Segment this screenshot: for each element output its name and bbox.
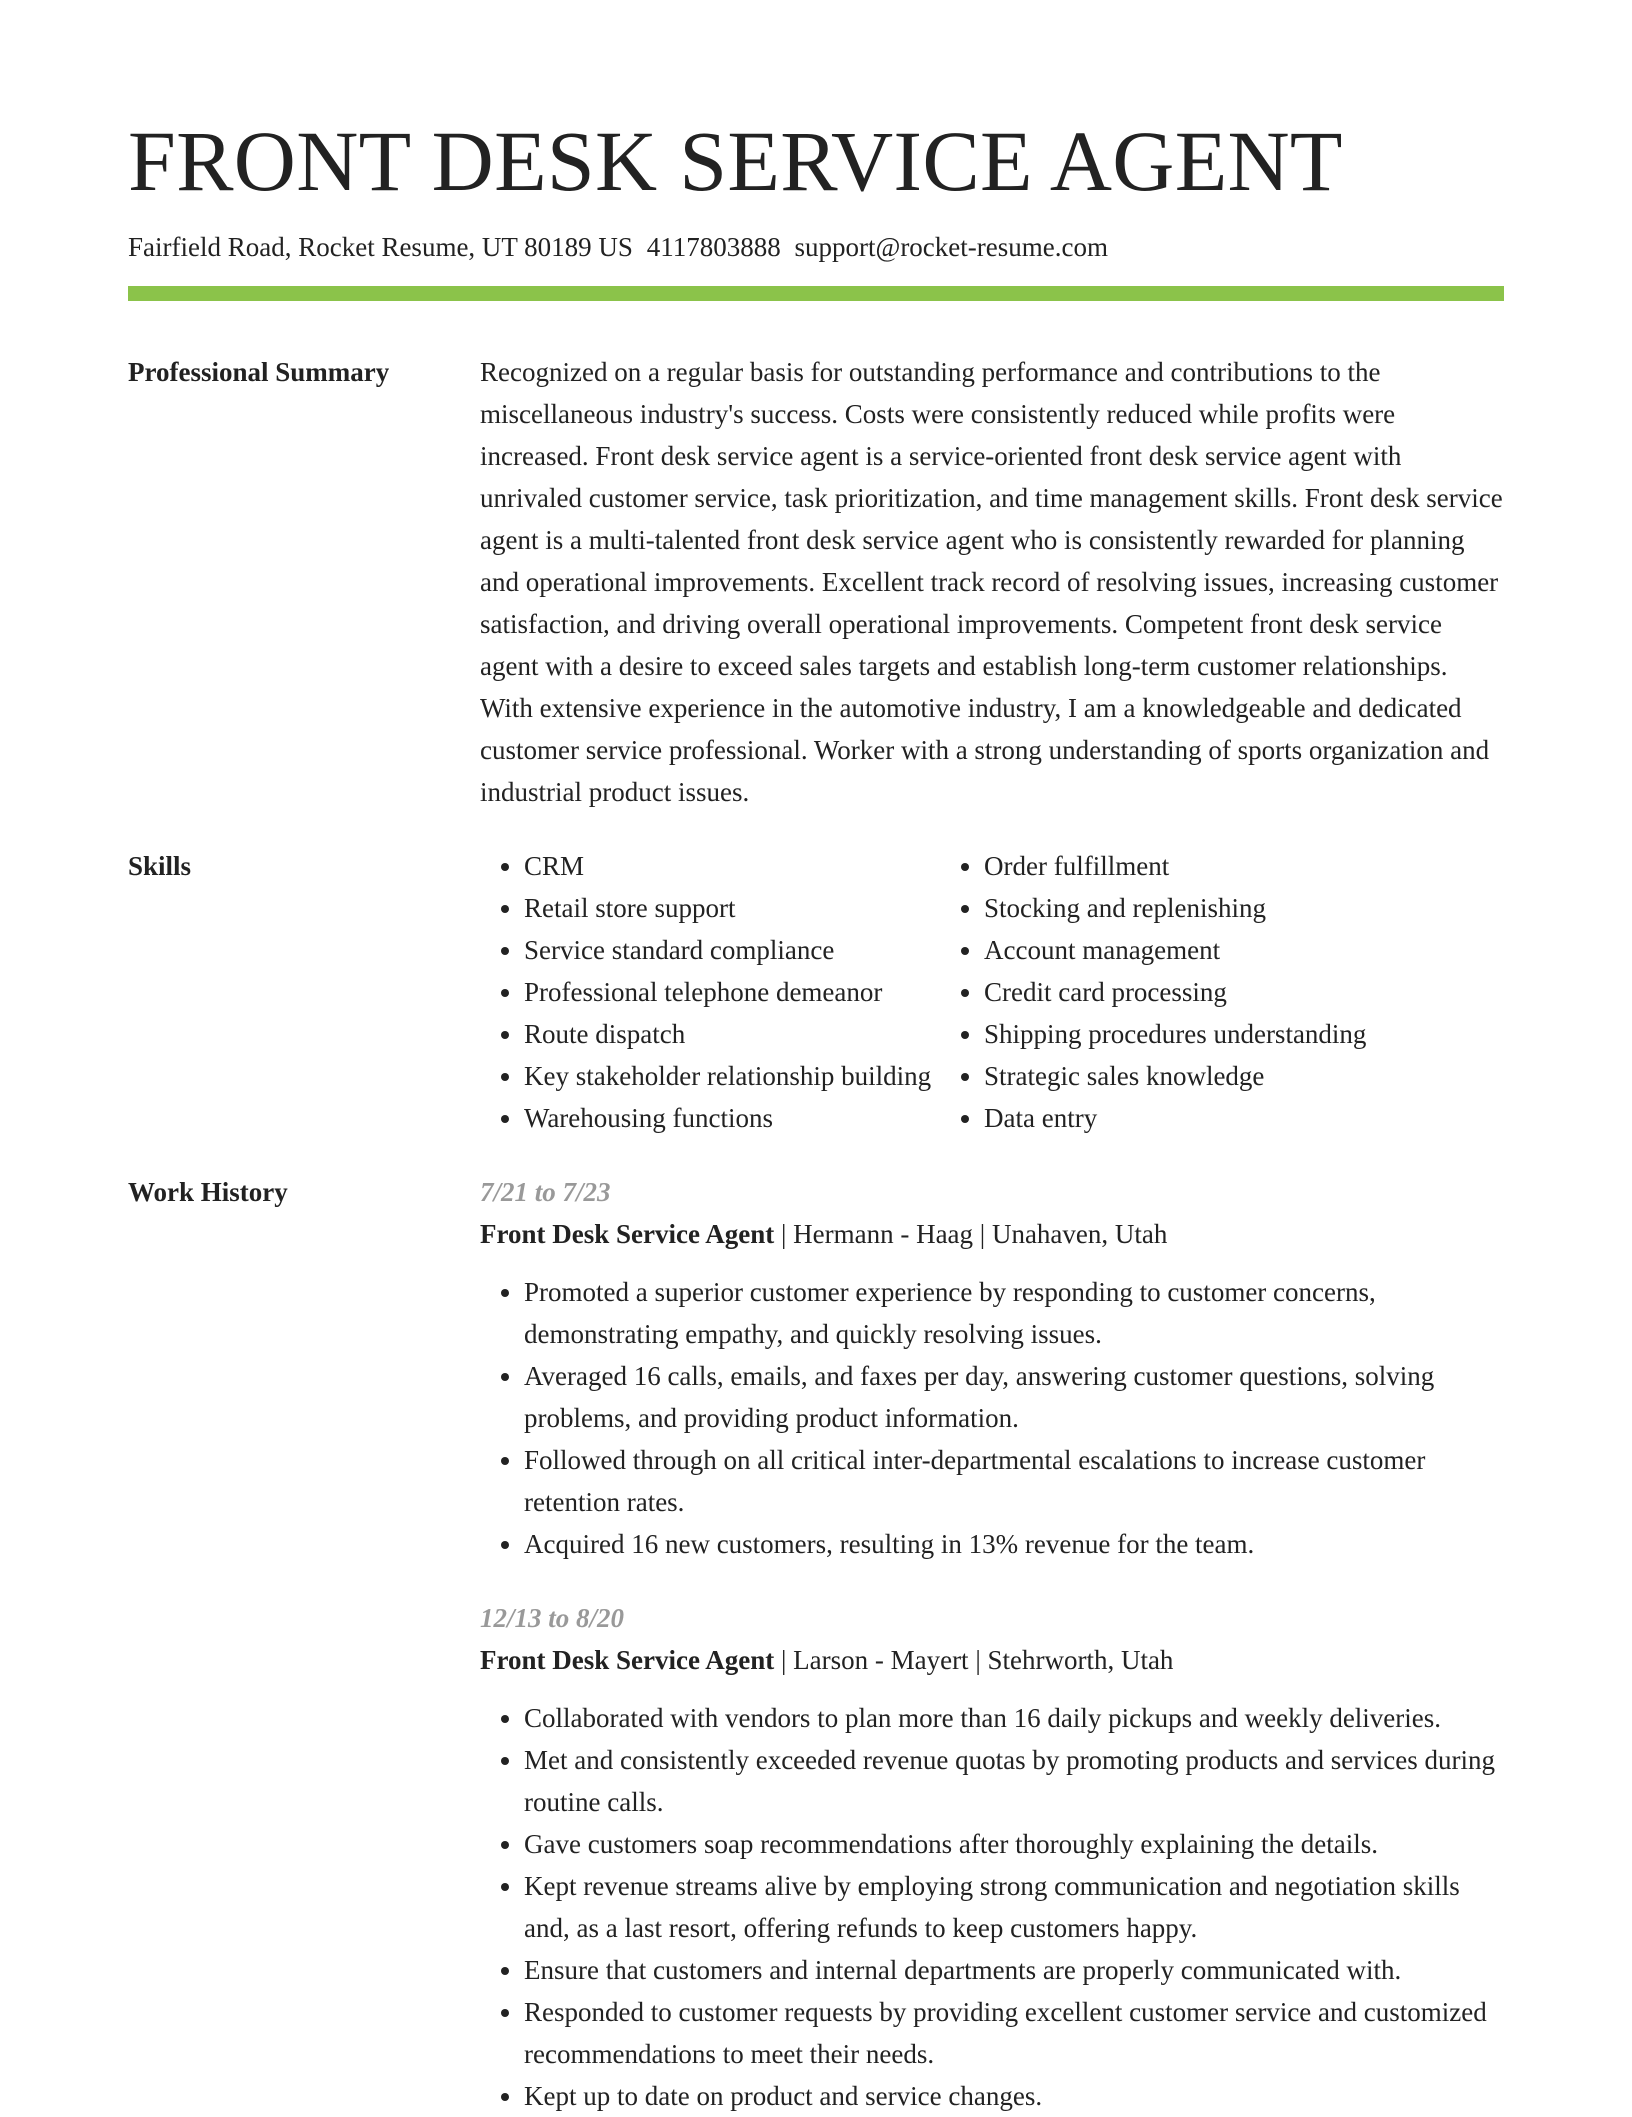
job-role-line xyxy=(480,1213,1504,1255)
job-bullet: • Followed through on all critical inter-departmental escalations to increase customer retention rates. xyxy=(524,1439,1504,1523)
contact-phone: 4117803888 xyxy=(646,232,781,262)
professional-summary-section xyxy=(128,351,1504,813)
skill-item: • Retail store support xyxy=(524,887,940,929)
skills-columns xyxy=(480,845,1504,1139)
job-dates: 7/21 to 7/23 xyxy=(480,1177,611,1208)
job-bullet: • Kept up to date on product and service changes. xyxy=(524,2075,1504,2117)
job-bullet: • Collaborated with vendors to plan more than 16 daily pickups and weekly deliveries. xyxy=(524,1697,1504,1739)
section-heading: Skills xyxy=(128,851,192,882)
job-bullets xyxy=(480,1697,1504,2117)
skill-item: • Professional telephone demeanor xyxy=(524,971,940,1013)
skill-item: • Data entry xyxy=(984,1097,1504,1139)
job-bullet: • Ensure that customers and internal departments are properly communicated with. xyxy=(524,1949,1504,1991)
job-bullet: • Kept revenue streams alive by employing strong communication and negotiation skills and, as a last resort, offering refunds to keep customers happy. xyxy=(524,1865,1504,1949)
separator: | xyxy=(979,1219,992,1250)
job-dates: 12/13 to 8/20 xyxy=(480,1603,625,1634)
skill-item: • Route dispatch xyxy=(524,1013,940,1055)
skill-item: • Service standard compliance xyxy=(524,929,940,971)
work-history-body xyxy=(480,1171,1504,2117)
job-bullet: • Averaged 16 calls, emails, and faxes per day, answering customer questions, solving problems, and providing product information. xyxy=(524,1355,1504,1439)
job-location: Unahaven, Utah xyxy=(991,1219,1168,1250)
job-bullet: • Met and consistently exceeded revenue quotas by promoting products and services during routine calls. xyxy=(524,1739,1504,1823)
separator: | xyxy=(780,1645,794,1676)
job-entry xyxy=(480,1171,1504,1565)
contact-line xyxy=(128,231,1504,263)
contact-address: Fairfield Road, Rocket Resume, UT 80189 US xyxy=(128,232,633,262)
job-bullet: • Gave customers soap recommendations after thoroughly explaining the details. xyxy=(524,1823,1504,1865)
skill-item: • CRM xyxy=(524,845,940,887)
skill-item: • Account management xyxy=(984,929,1504,971)
skill-item: • Stocking and replenishing xyxy=(984,887,1504,929)
separator: | xyxy=(975,1645,988,1676)
job-entry xyxy=(480,1597,1504,2117)
job-location: Stehrworth, Utah xyxy=(987,1645,1174,1676)
skill-item: • Strategic sales knowledge xyxy=(984,1055,1504,1097)
skill-item: • Key stakeholder relationship building xyxy=(524,1055,940,1097)
skills-section xyxy=(128,845,1504,1139)
skills-list-left xyxy=(480,845,940,1139)
work-history-section xyxy=(128,1171,1504,2117)
summary-text: Recognized on a regular basis for outstanding performance and contributions to the miscellaneous industry's success. Costs were consistently reduced while profits were increased. Front desk service agent is a service-oriented front desk service agent with unrivaled customer service, task prioritization, and time management skills. Front desk service agent is a multi-talented front desk service agent who is consistently rewarded for planning and operational improvements. Excellent track record of resolving issues, increasing customer satisfaction, and driving overall operational improvements. Competent front desk service agent with a desire to exceed sales targets and establish long-term customer relationships. With extensive experience in the automotive industry, I am a knowledgeable and dedicated customer service professional. Worker with a strong understanding of sports organization and industrial product issues. xyxy=(480,357,1503,808)
job-company: Hermann - Haag xyxy=(793,1219,974,1250)
section-heading: Work History xyxy=(128,1177,288,1208)
job-bullets xyxy=(480,1271,1504,1565)
skills-body xyxy=(480,845,1504,1139)
skill-item: • Credit card processing xyxy=(984,971,1504,1013)
contact-email: support@rocket-resume.com xyxy=(794,232,1108,262)
separator: | xyxy=(780,1219,794,1250)
job-title: Front Desk Service Agent xyxy=(480,1645,775,1676)
job-bullet: • Responded to customer requests by providing excellent customer service and customized recommendations to meet their needs. xyxy=(524,1991,1504,2075)
skills-list-right xyxy=(940,845,1504,1139)
candidate-name: FRONT DESK SERVICE AGENT xyxy=(128,113,1343,209)
job-bullet: • Acquired 16 new customers, resulting in 13% revenue for the team. xyxy=(524,1523,1504,1565)
job-company: Larson - Mayert xyxy=(793,1645,969,1676)
job-bullet: • Promoted a superior customer experience by responding to customer concerns, demonstrating empathy, and quickly resolving issues. xyxy=(524,1271,1504,1355)
skill-item: • Warehousing functions xyxy=(524,1097,940,1139)
header-divider xyxy=(128,286,1504,301)
skill-item: • Shipping procedures understanding xyxy=(984,1013,1504,1055)
resume-header xyxy=(128,113,1504,301)
job-title: Front Desk Service Agent xyxy=(480,1219,775,1250)
skill-item: • Order fulfillment xyxy=(984,845,1504,887)
section-heading: Professional Summary xyxy=(128,357,390,388)
job-role-line xyxy=(480,1639,1504,1681)
summary-body xyxy=(480,351,1504,813)
